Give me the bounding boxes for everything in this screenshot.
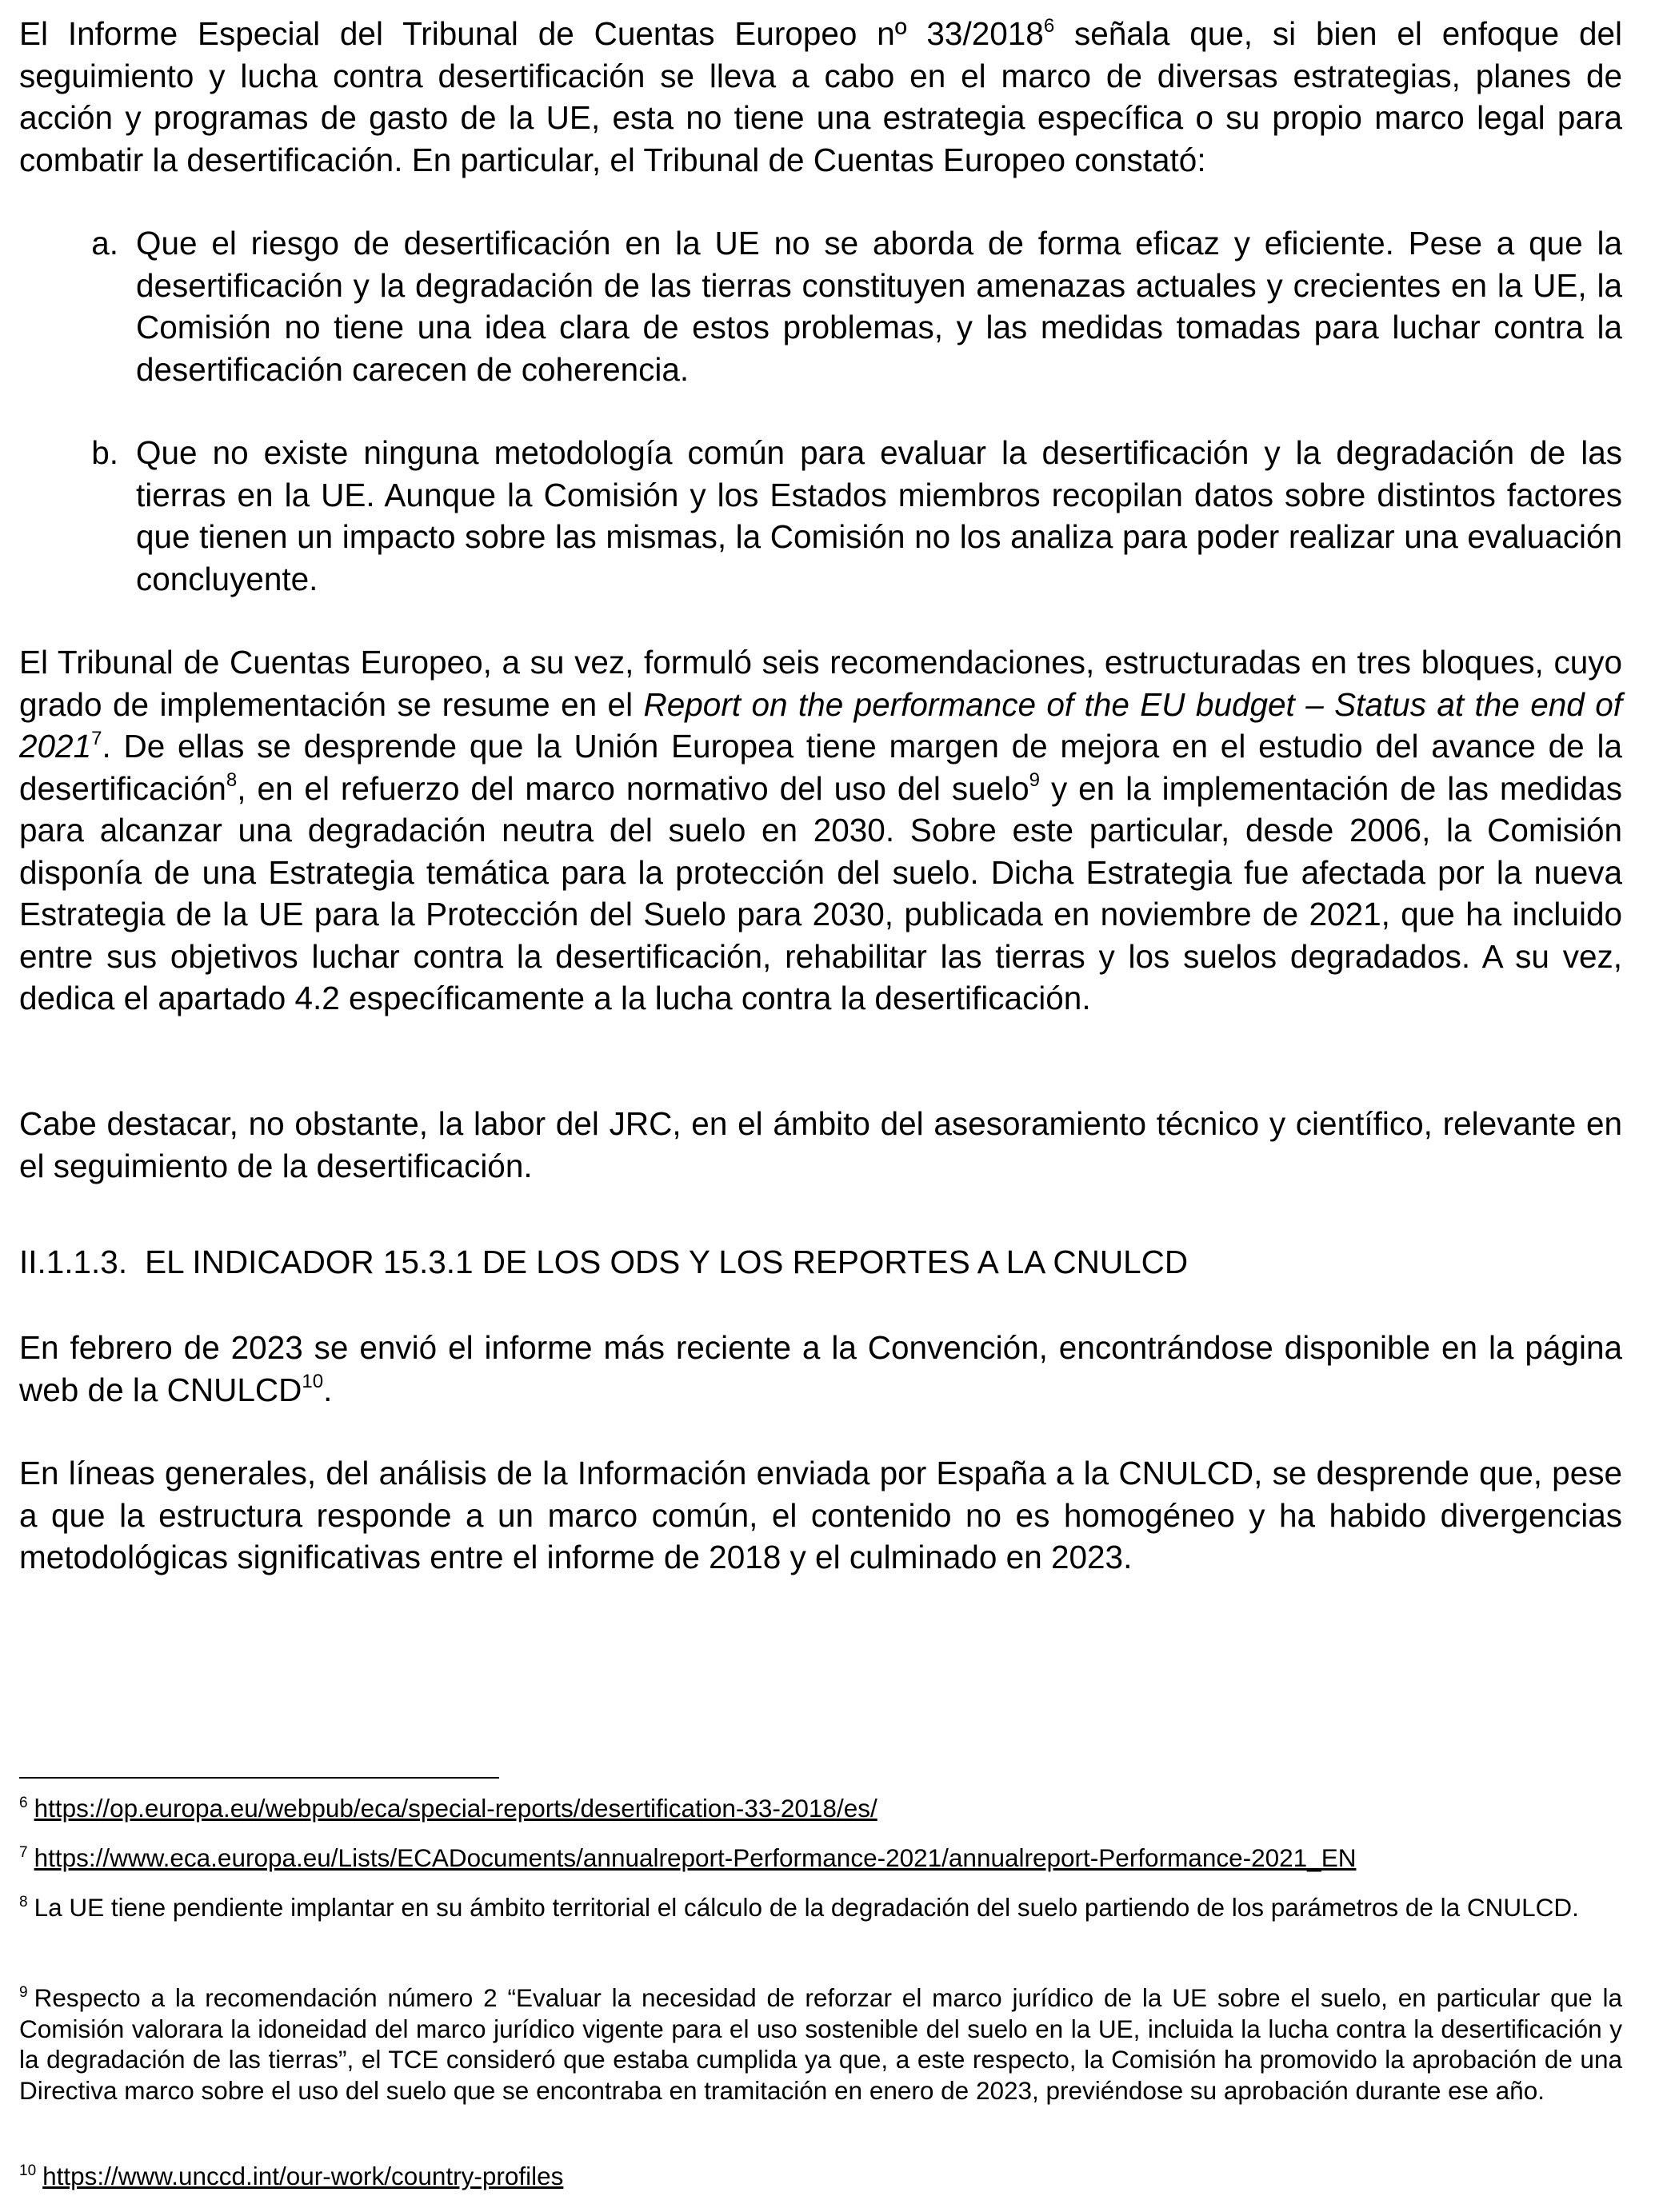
paragraph-2-text-c: , en el refuerzo del marco normativo del uso del suelo [237,769,1029,807]
paragraph-3: Cabe destacar, no obstante, la labor del JRC, en el ámbito del asesoramiento técnico y científico, relevante en el seguimiento de la desertificación. [19,1105,1622,1184]
footnote-ref-6[interactable]: 6 [1043,14,1055,37]
footnote-9 [19,1982,1622,2106]
footnote-number: 10 [19,2162,37,2179]
section-heading [19,1241,1622,1284]
footnote-6-link[interactable]: https://op.europa.eu/webpub/eca/special-reports/desertification-33-2018/es/ [34,1794,877,1823]
footnote-6 [19,1793,1622,1824]
paragraph-4-text-b: . [323,1371,333,1408]
paragraph-2 [19,641,1622,1020]
footnote-7 [19,1843,1622,1874]
footnote-10 [19,2161,1622,2192]
list-item [19,432,1622,600]
report-title: Report on the performance of the EU budget – Status at the end of 2021 [19,685,1622,765]
paragraph-4 [19,1327,1622,1411]
paragraph-1 [19,13,1622,181]
footnote-ref-8[interactable]: 8 [226,769,238,791]
section-number: II.1.1.3. [19,1244,128,1280]
list-item-label: b. [91,434,118,471]
list-item-label: a. [91,225,118,262]
paragraph-5: En líneas generales, del análisis de la Información enviada por España a la CNULCD, se desprende que, pese a que la estructura responde a un marco común, el contenido no es homogéneo y ha habido divergencias metodológicas significativas entre el informe de 2018 y el culminado en 2023. [19,1455,1622,1575]
list-item-text: Que el riesgo de desertificación en la UE no se aborda de forma eficaz y eficiente. Pese a que la desertificación y la degradación de las tierras constituyen amenazas actuales y crecientes en la UE, la Comisión no tiene una idea clara de estos problemas, y las medidas tomadas para luchar contra la desertificación carecen de coherencia. [136,225,1622,388]
footnote-number: 8 [19,1893,28,1911]
findings-list [19,222,1622,641]
footnote-number: 7 [19,1843,28,1861]
footnote-9-text: Respecto a la recomendación número 2 “Evaluar la necesidad de reforzar el marco jurídico de la UE sobre el suelo, en particular que la Comisión valorara la idoneidad del marco jurídico vigente para el uso sostenible del suelo en la UE, incluida la lucha contra la desertificación y la degradación de las tierras”, el TCE consideró que estaba cumplida ya que, a este respecto, la Comisión ha promovido la aprobación de una Directiva marco sobre el uso del suelo que se encontraba en tramitación en enero de 2023, previéndose su aprobación durante ese año. [19,1983,1622,2105]
section-title: EL INDICADOR 15.3.1 DE LOS ODS Y LOS REPORTES A LA CNULCD [145,1244,1189,1280]
paragraph-1-text-b: señala que, si bien el enfoque del seguimiento y lucha contra desertificación se lleva a cabo en el marco de diversas estrategias, planes de acción y programas de gasto de la UE, esta no tiene una estrategia específica o su propio marco legal para combatir la desertificación. En particular, el Tribunal de Cuentas Europeo constató: [19,15,1622,178]
footnote-10-link[interactable]: https://www.unccd.int/our-work/country-profiles [42,2162,564,2190]
paragraph-2-text-b: . De ellas se desprende que la Unión Europea tiene margen de mejora en el estudio del avance de la desertificación [19,728,1622,807]
paragraph-2-text-a: El Tribunal de Cuentas Europeo, a su vez, formuló seis recomendaciones, estructuradas en tres bloques, cuyo grado de implementación se resume en el [19,644,1622,723]
footnote-ref-10[interactable]: 10 [302,1371,324,1392]
paragraph-2-text-d: y en la implementación de las medidas para alcanzar una degradación neutra del suelo en 2030. Sobre este particular, desde 2006, la Comisión disponía de una Estrategia temática para la protección del suelo. Dicha Estrategia fue afectada por la nueva Estrategia de la UE para la Protección del Suelo para 2030, publicada en noviembre de 2021, que ha incluido entre sus objetivos luchar contra la desertificación, rehabilitar las tierras y los suelos degradados. A su vez, dedica el apartado 4.2 específicamente a la lucha contra la desertificación. [19,769,1622,1016]
footnote-ref-9[interactable]: 9 [1029,769,1041,791]
paragraph-1-text-a: El Informe Especial del Tribunal de Cuentas Europeo nº 33/2018 [19,15,1044,52]
footnote-7-link[interactable]: https://www.eca.europa.eu/Lists/ECADocuments/annualreport-Performance-2021/annualreport-Performance-2021_EN [34,1843,1357,1872]
footnote-ref-7[interactable]: 7 [91,727,102,749]
list-item [19,222,1622,390]
footnote-8 [19,1892,1622,1923]
list-item-text: Que no existe ninguna metodología común para evaluar la desertificación y la degradación de las tierras en la UE. Aunque la Comisión y los Estados miembros recopilan datos sobre distintos factores que tienen un impacto sobre las mismas, la Comisión no los analiza para poder realizar una evaluación concluyente. [136,434,1622,597]
paragraph-4-text-a: En febrero de 2023 se envió el informe más reciente a la Convención, encontrándose disponible en la página web de la CNULCD [19,1329,1622,1408]
footnote-8-text: La UE tiene pendiente implantar en su ámbito territorial el cálculo de la degradación del suelo partiendo de los parámetros de la CNULCD. [34,1893,1579,1922]
footnote-number: 9 [19,1983,28,2001]
footnote-number: 6 [19,1794,28,1811]
footnote-separator [19,1777,499,1779]
